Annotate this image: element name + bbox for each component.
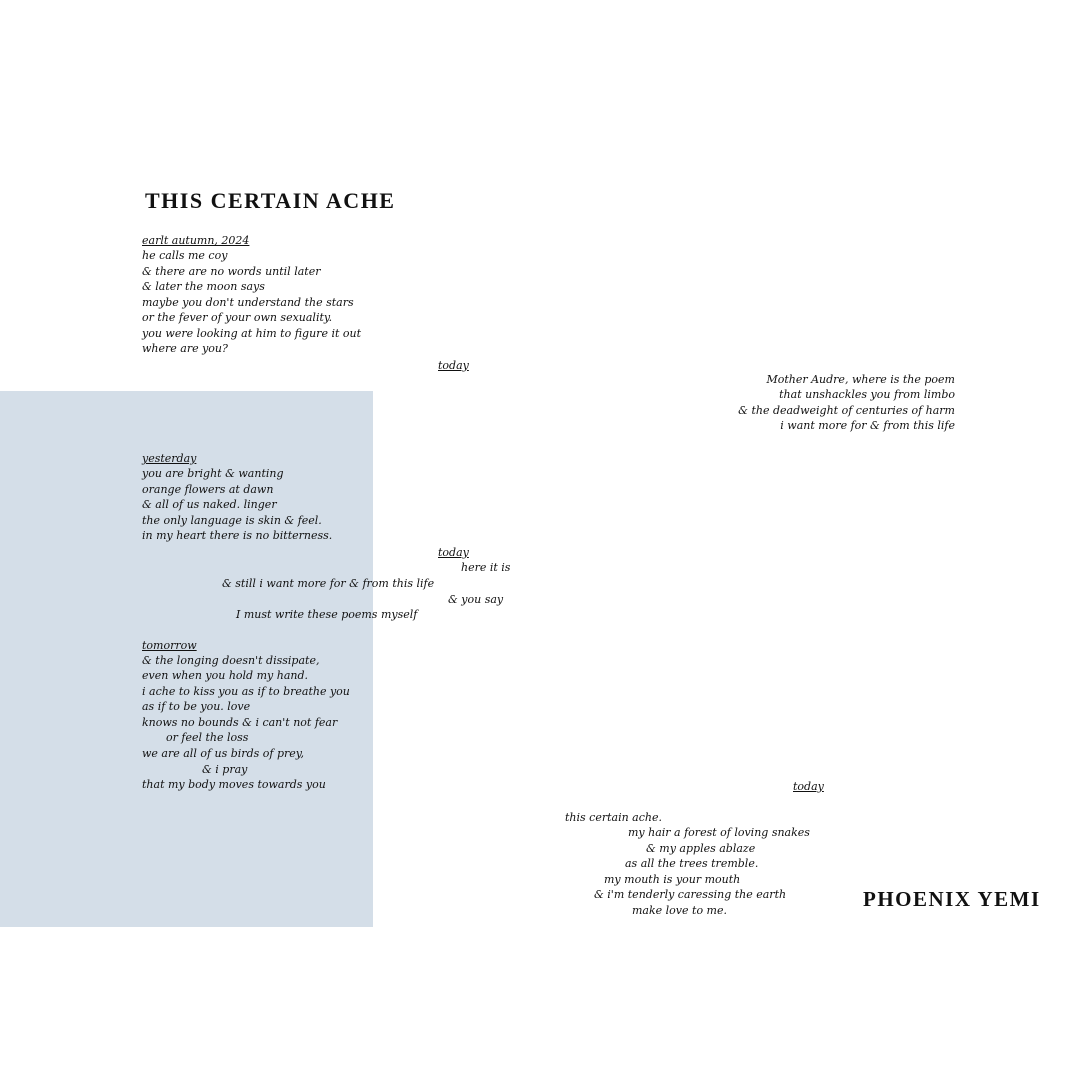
poem-line: in my heart there is no bitterness. xyxy=(142,529,333,542)
poem-line: & there are no words until later xyxy=(142,265,321,278)
poem-line: the only language is skin & feel. xyxy=(142,514,322,527)
poem-line: make love to me. xyxy=(632,904,727,917)
section-heading-tomorrow: tomorrow xyxy=(142,639,197,652)
poem-line: you were looking at him to figure it out xyxy=(142,327,362,340)
poem-line: here it is xyxy=(461,561,511,574)
poem-line: where are you? xyxy=(142,342,228,355)
poem-line: my hair a forest of loving snakes xyxy=(628,826,810,839)
poem-line: & all of us naked. linger xyxy=(142,498,277,511)
poem-line: as all the trees tremble. xyxy=(625,857,759,870)
poem-line: or the fever of your own sexuality. xyxy=(142,311,333,324)
poem-line: & still i want more for & from this life xyxy=(222,577,435,590)
poem-line: orange flowers at dawn xyxy=(142,483,274,496)
poem-line: knows no bounds & i can't not fear xyxy=(142,716,338,729)
poem-line: as if to be you. love xyxy=(142,700,251,713)
poem-line: i want more for & from this life xyxy=(780,419,955,432)
poem-line: I must write these poems myself xyxy=(236,608,418,621)
section-heading-today: today xyxy=(438,359,469,372)
poem-line: he calls me coy xyxy=(142,249,228,262)
poem-line: that unshackles you from limbo xyxy=(779,388,955,401)
poem-line: & the deadweight of centuries of harm xyxy=(738,404,955,417)
poem-line: even when you hold my hand. xyxy=(142,669,308,682)
section-heading-today: today xyxy=(793,780,824,793)
poem-line: i ache to kiss you as if to breathe you xyxy=(142,685,350,698)
poem-title: THIS CERTAIN ACHE xyxy=(145,188,396,213)
poem-line: & later the moon says xyxy=(142,280,265,293)
poem-line: & i pray xyxy=(202,763,248,776)
poem-line: this certain ache. xyxy=(565,811,662,824)
poem-line: you are bright & wanting xyxy=(142,467,284,480)
section-heading-today: today xyxy=(438,546,469,559)
poem-line: that my body moves towards you xyxy=(142,778,326,791)
section-heading-autumn: earlt autumn, 2024 xyxy=(142,234,250,247)
poem-line: my mouth is your mouth xyxy=(604,873,741,886)
section-heading-yesterday: yesterday xyxy=(142,452,197,465)
author-name: PHOENIX YEMI xyxy=(863,887,1041,911)
poem-line: & my apples ablaze xyxy=(646,842,756,855)
poem-line: maybe you don't understand the stars xyxy=(142,296,354,309)
poem-line: we are all of us birds of prey, xyxy=(142,747,305,760)
poem-line: or feel the loss xyxy=(166,731,249,744)
poem-line: & you say xyxy=(448,593,504,606)
poem-line: Mother Audre, where is the poem xyxy=(766,373,955,386)
poem-line: & i'm tenderly caressing the earth xyxy=(594,888,787,901)
poem-line: & the longing doesn't dissipate, xyxy=(142,654,320,667)
